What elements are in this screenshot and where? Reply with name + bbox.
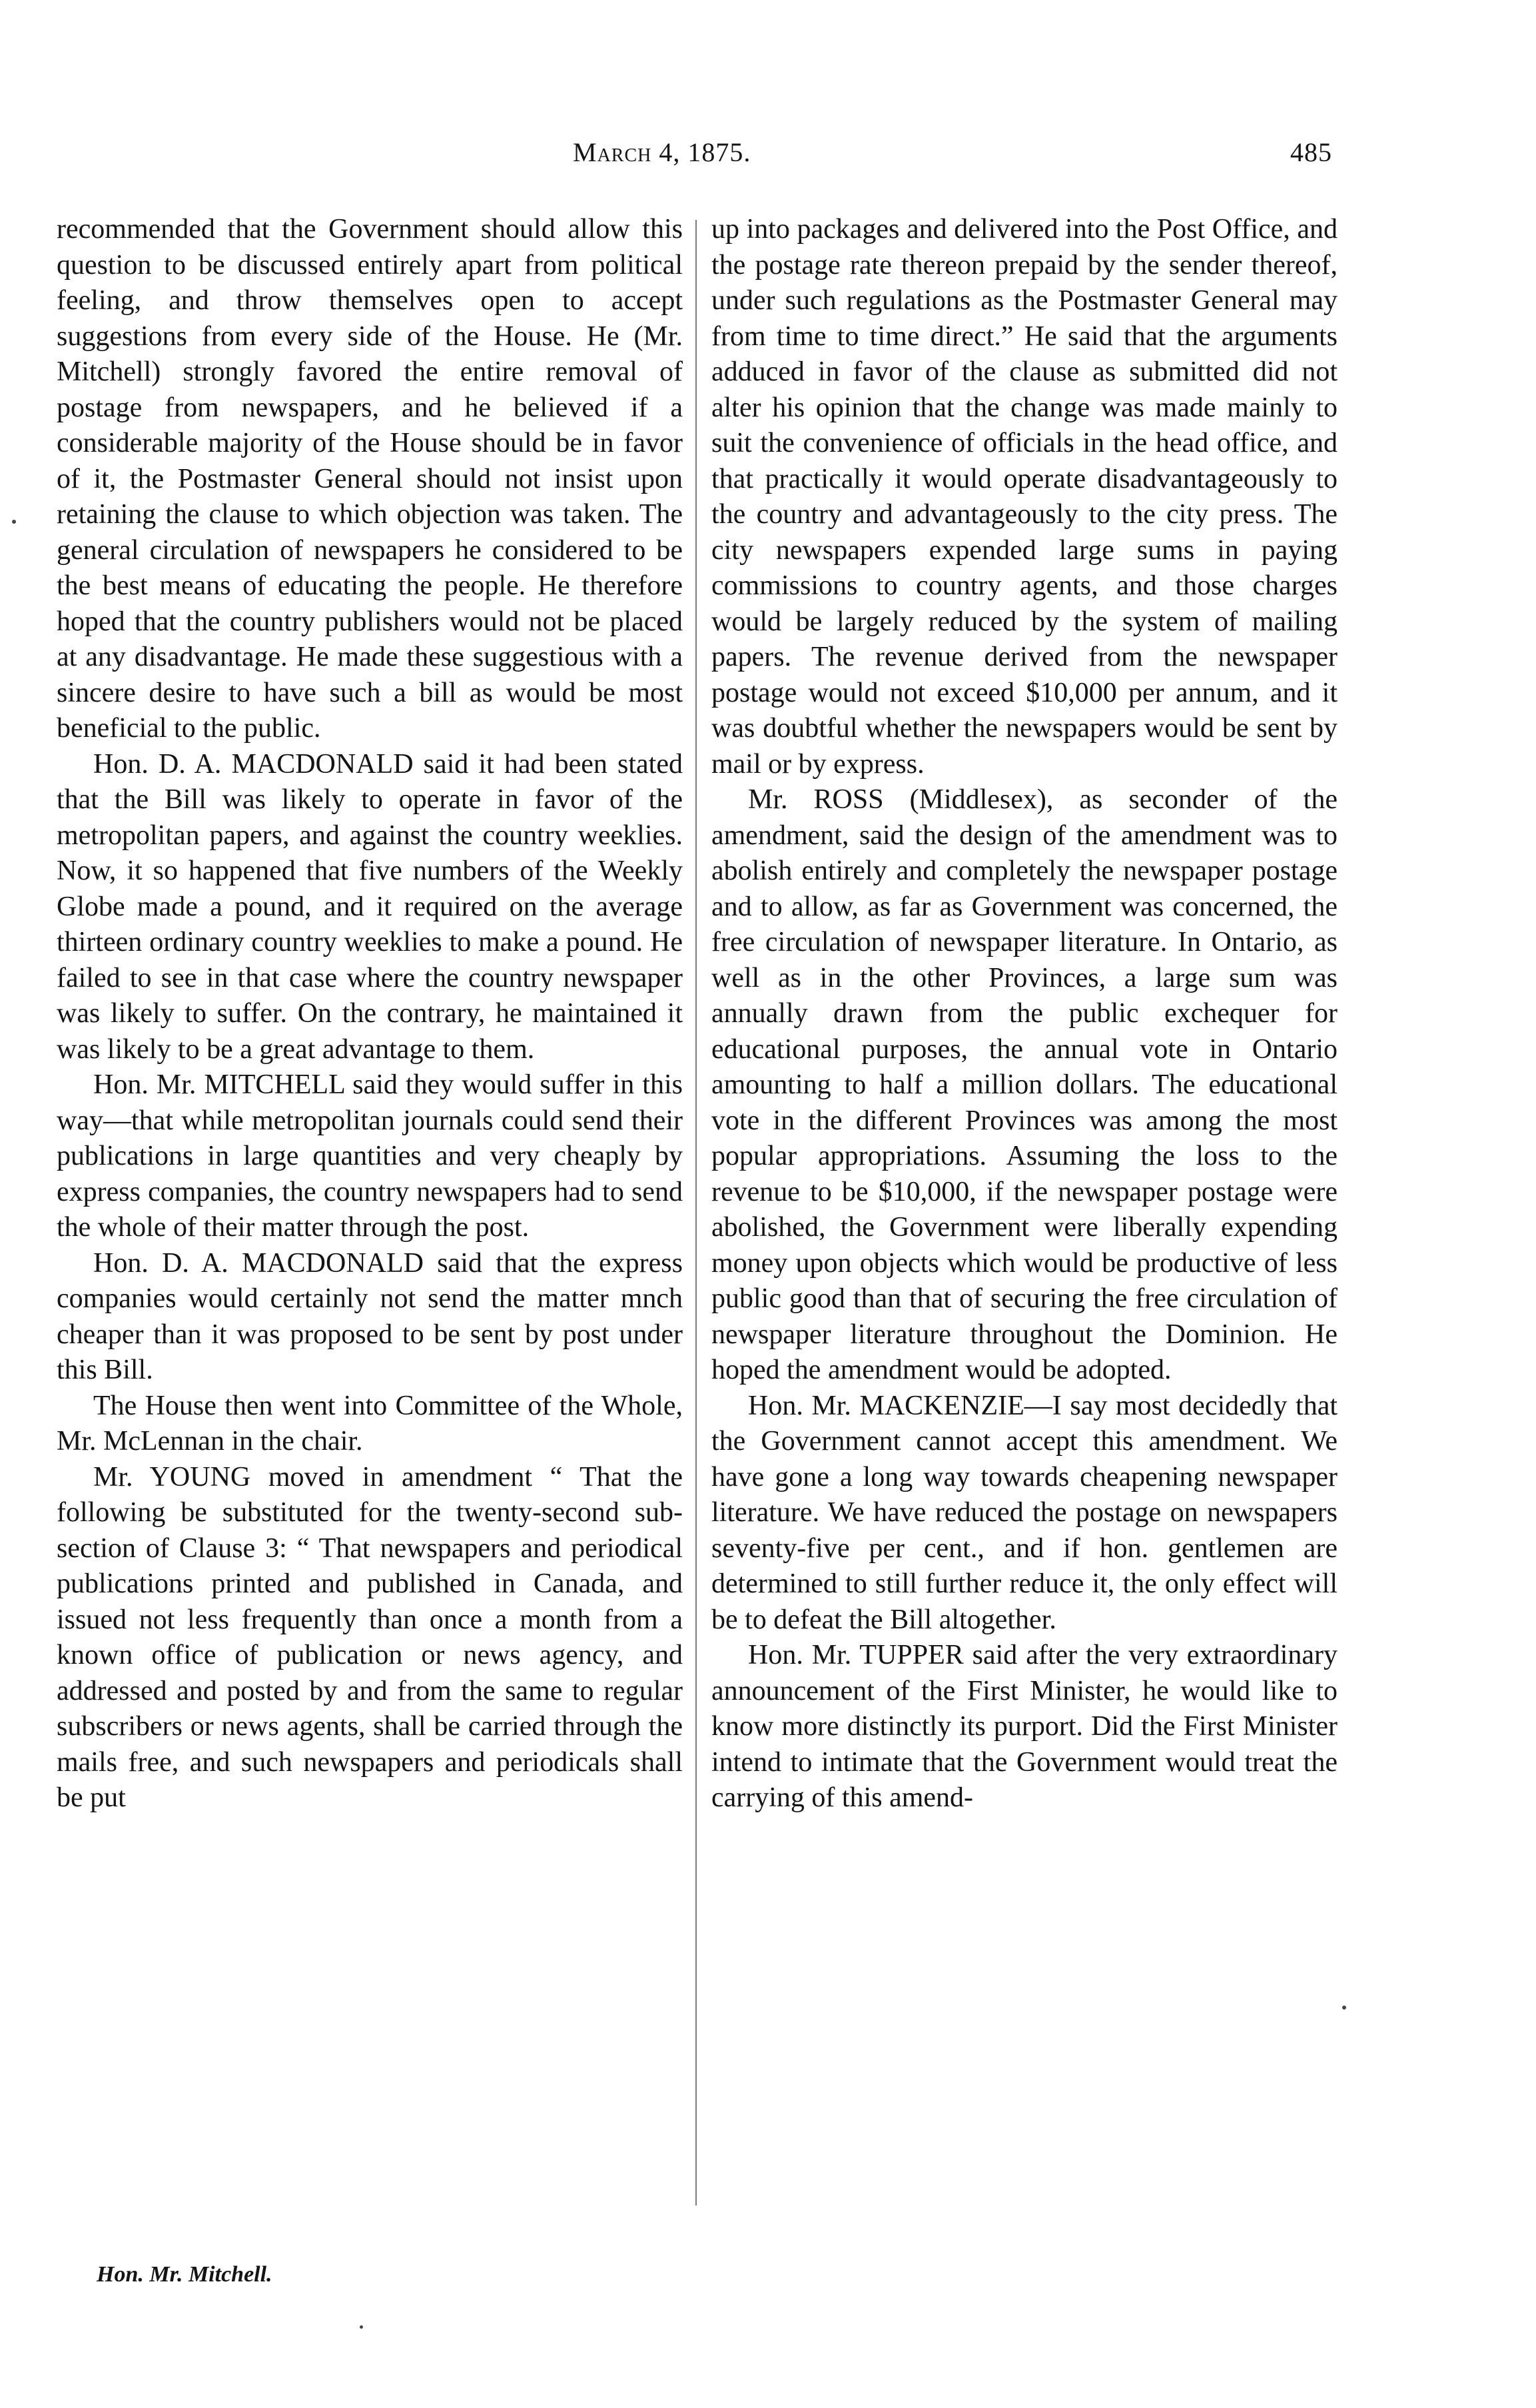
page-number: 485 [1290,137,1332,167]
print-speck [12,520,16,524]
paragraph-young-amendment: Mr. YOUNG moved in amendment “ That the following be substituted for the twenty-second sub-section of Clause 3: “ That newspapers and periodical publications printed and published in Canada, and issued not less frequently than once a month from a known office of publication or news agency, and addressed and posted by and from the same to regular subscribers or news agents, shall be carried through the mails free, and such newspapers and periodicals shall be put [57,1461,683,1813]
paragraph-mackenzie: Hon. Mr. MACKENZIE—I say most decidedly that the Government cannot accept this amendment. We have gone a long way towards cheapening newspaper literature. We have reduced the postage on newspapers seventy-five per cent., and if hon. gentlemen are determined to still further reduce it, the only effect will be to defeat the Bill altogether. [711,1390,1338,1635]
paragraph-macdonald-2: Hon. D. A. MACDONALD said that the express companies would certainly not send the matter mnch cheaper than it was proposed to be sent by post under this Bill. [57,1247,683,1385]
paragraph-amendment-continued: up into packages and delivered into the Post Office, and the postage rate thereon prepaid by the sender thereof, under such regulations as the Postmaster General may from time to time direct.” He said that the arguments adduced in favor of the clause as submitted did not alter his opinion that the change was made mainly to suit the convenience of officials in the head office, and that practically it would operate disadvantageously to the country and advantageously to the city press. The city newspapers expended large sums in paying commissions to country agents, and those charges would be largely reduced by the system of mailing papers. The revenue derived from the newspaper postage would not exceed $10,000 per annum, and it was doubtful whether the newspapers would be sent by mail or by express. [711,214,1338,780]
left-column [57,212,683,1816]
catchword: Hon. Mr. Mitchell. [97,2262,272,2287]
paragraph-mitchell-continued: recommended that the Government should allow this question to be discussed entirely apart from political feeling, and throw themselves open to accept suggestions from every side of the House. He (Mr. Mitchell) strongly favored the entire removal of postage from newspapers, and he believed if a considerable majority of the House should be in favor of it, the Postmaster General should not insist upon retaining the clause to which objection was taken. The general circulation of newspapers he considered to be the best means of educating the people. He therefore hoped that the country publishers would not be placed at any disadvantage. He made these suggestious with a sincere desire to have such a bill as would be most beneficial to the public. [57,214,683,744]
print-speck [1342,2006,1346,2010]
paragraph-committee: The House then went into Committee of the Whole, Mr. McLennan in the chair. [57,1390,683,1457]
paragraph-mitchell-reply: Hon. Mr. MITCHELL said they would suffer in this way—that while metropolitan journals could send their publications in large quantities and very cheaply by express companies, the country newspapers had to send the whole of their matter through the post. [57,1069,683,1243]
paragraph-ross: Mr. ROSS (Middlesex), as seconder of the amendment, said the design of the amendment was to abolish entirely and completely the newspaper postage and to allow, as far as Government was concerned, the free circulation of newspaper literature. In Ontario, as well as in the other Provinces, a large sum was annually drawn from the public exchequer for educational purposes, the annual vote in Ontario amounting to half a million dollars. The educational vote in the different Provinces was among the most popular appropriations. Assuming the loss to the revenue to be $10,000, if the newspaper postage were abolished, the Government were liberally expending money upon objects which would be productive of less public good than that of securing the free circulation of newspaper literature throughout the Dominion. He hoped the amendment would be adopted. [711,784,1338,1385]
paragraph-tupper: Hon. Mr. TUPPER said after the very extraordinary announcement of the First Minister, he would like to know more distinctly its purport. Did the First Minister intend to intimate that the Government would treat the carrying of this amend- [711,1640,1338,1813]
column-divider [695,220,697,2205]
paragraph-macdonald-1: Hon. D. A. MACDONALD said it had been stated that the Bill was likely to operate in favor of the metropolitan papers, and against the country weeklies. Now, it so happened that five numbers of the Weekly Globe made a pound, and it required on the average thirteen ordinary country weeklies to make a pound. He failed to see in that case where the country newspaper was likely to suffer. On the contrary, he maintained it was likely to be a great advantage to them. [57,748,683,1065]
print-speck [360,2325,363,2329]
right-column [711,212,1338,1816]
page-header [67,137,1332,177]
page-date-title: March 4, 1875. [573,137,751,167]
